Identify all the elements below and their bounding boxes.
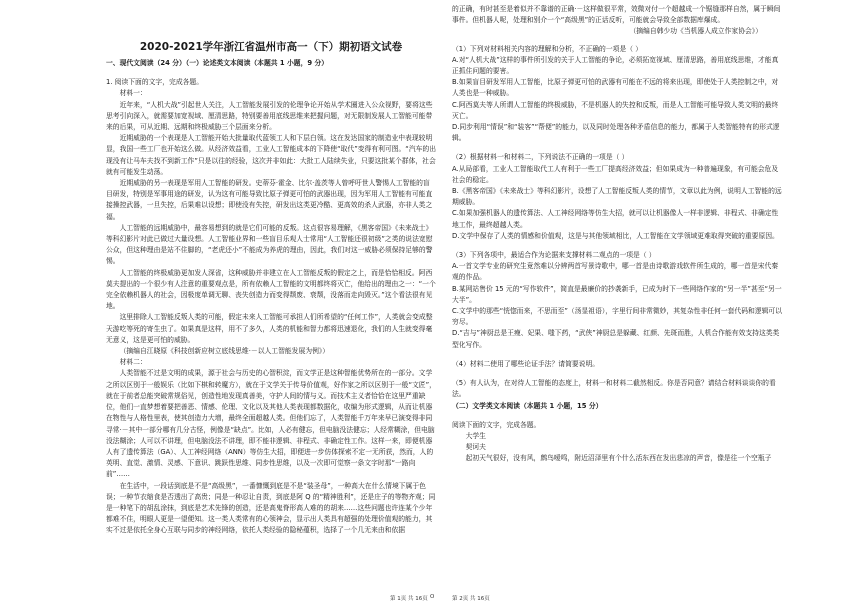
question-3: （3）下列各项中，最适合作为论据来支撑材料二观点的一项是（ ）: [452, 251, 656, 260]
question-1-option-a: A.对“人机大战”这样的事件所引发的关于人工智能的争论，必须拓宽视域、厘清思路，善用底线思维，才能真正抓住问题的要害。: [452, 55, 779, 76]
material-two-continued: 的正确，有时甚至是着似并不靠谱的正确·－这样做很平常，效微对付一个超越成一个锯缝那样自然，属于瞬间事件。但机器人呢，处理和别介一个“高级黑”的正话反听，可能就会导致全部数据库爆成。: [452, 5, 781, 25]
question-3-option-c: C.文学中的那些“恍惚而来，不思而至”（汤显祖语），字里行间非常微妙，其复杂性非任何一套代码和逻辑可以穷尽。: [452, 307, 782, 327]
question-1-option-b: B.如果盲目研发军用人工智能，比原子弹更可怕的武器有可能在不远的将来出现，即使处于人类控制之中，对人类也是一种威胁。: [452, 78, 779, 98]
material-two-label: 材料二：: [119, 358, 147, 367]
material-one-label: 材料一：: [119, 89, 147, 98]
material-one-source: （摘编自江晓原《科技创新应树立底线思维·－以人工智能发展为例》）: [119, 347, 330, 356]
question-5: （5）有人认为，在对待人工智能的态度上，材料一和材料二截然相反。你是否同意？请结合材料谈谈你的看法。: [452, 379, 776, 399]
question-2-option-d: D.文学中保存了人类的情感和价值观，这是与其他领域相比，人工智能在文学领域更难取得突破的重要原因。: [452, 231, 779, 240]
exam-title: 2020-2021学年浙江省温州市高一（下）期初语文试卷: [139, 41, 403, 53]
material-two-paragraph: 在生活中，一段话到底是不是“高级黑”，一番慷慨到底是不是“装圣母”，一种高大在什么情境下属于色误；一种节衣缩食是否透出了高贵；同是一种忍让自责，到底是阿 Q 的“精神胜利”，还是庄子的等物齐观；同是一种笔下的胡乱涂抹，到底是艺术先锋的创造，还是高鬼脊形高人难的的胡来……这些问题也许连某个少年都难不住，明眼人更是一望便知。这一类人类常有的心领神会，显示出人类具有超强的处理价值观的能力，其实不过是依托全身心互联与同步的神经网络，依托人类经验的隐秘蕴积，选择了一个几无来由和依据: [106, 481, 436, 535]
story-paragraph: 起初天气很好，没有风，鹧鸟嗳鸣，附近沼泽里有个什么活东西在发出悲凉的声音，像是往一个空瓶子: [465, 454, 772, 463]
material-two-paragraph: 人类智能不过是文明的成果，源于社会与历史的心智积淀，而文学正是这种智能优势所在的一部分。文学之所以区别于一般娱乐（比如下棋和转魔方），就在于文学关于传导价值观，好作家之所以区别于一般“文匠”，就在于前者总能突破常规俗见，创造性地发现真善美，守护人间的情与义。而技术主义者恰恰在这里严重缺位，他们一直梦想着要把善恶、情感、伦理、文化以及其他人类表现都数据化，收编为形式逻辑，从而让机器在物性与人格性里表，使其创造力大增，最终全面超越人类。但他们忘了，人类智能千万年来早已演变得非同寻常·－其中一部分哪有几分古怪，例像是“缺点”。比如，人必有健忘，但电脑没法健忘；人经常糊涂，但电脑没法糊涂；人可以不讲理，但电脑没法不讲理，即不能非逻辑、非程式、非确定性工作。这样一来，即便机器人有了遗传算法（GA）、人工神经网络（ANN）等仿生大招，即便进一步仿体探索不定一无所获，然而，人的英明、直觉、激情、灵感、下意识、跳跃性思维、同步性思维，以及一次即可觉察一条文字时那“一路向前”……: [106, 369, 436, 479]
material-two-source: （摘编自韩少功《当机器人成立作家协会》）: [629, 27, 762, 36]
material-one-paragraph: 这里排除人工智能反叛人类的可能，假定未来人工智能可承担人们所希望的“任何工作”，人类就会变成整天游吃等死的寄生虫了。如果真是这样，用不了多久，人类的机能和智力都将迅速退化，我们的人生就变得毫无意义，这是更可怕的威胁。: [106, 313, 433, 344]
section-heading: 一、现代文阅读（24 分）（一）论述类文本阅读（本题共 1 小题，9 分）: [106, 59, 329, 67]
question-2-option-a: A.从局部看，工业人工智能取代工人有利于一些工厂提高经济效益；但如果成为一种普遍现象，有可能会危及社会的稳定。: [452, 164, 779, 184]
question-1-option-d: D.同步利用“情误”和“装客”“帮便”的能力，以及同时处理各种矛盾信息的能力，都属于人类智能特有的形式逻辑。: [452, 123, 780, 143]
question-intro: 1. 阅读下面的文字，完成各题。: [106, 78, 204, 87]
page-number-left: 第 1页 共 16页: [390, 596, 428, 602]
question-2: （2）根据材料一和材料二，下列说法不正确的一项是（ ）: [452, 153, 629, 162]
material-one-paragraph: 近年来，“人机大战”引起世人关注，人工智能发展引发的伦理争论开始从学术圈进入公众视野，要将这些思考引向深入，就需要加宽视域、厘清思路，特别要善用底线思维来把握问题，对无限制发展人工智能可能带来的后果，可从近期、远期和终极威胁三个层面来分析。: [106, 100, 433, 132]
question-2-option-b: B.《黑客帝国》《未来战士》等科幻影片，设想了人工智能反叛人类的情节，文章以此为例，说明人工智能的远期威胁。: [452, 187, 782, 207]
story-author: 契诃夫: [465, 443, 486, 452]
question-intro-2: 阅读下面的文字，完成各题。: [452, 420, 541, 429]
question-1-option-c: C.阿西莫夫等人所谓人工智能的终极威胁，不是机器人的失控和反叛，而是人工智能可能导致人类文明的最终灭亡。: [452, 100, 779, 120]
question-4: （4）材料二使用了哪些论证手法？请简要说明。: [452, 359, 600, 368]
story-title: 大学生: [465, 431, 486, 440]
question-1: （1）下列对材料相关内容的理解和分析，不正确的一项是（ ）: [452, 44, 642, 53]
page-number-right: 第 2页 共 16页: [452, 596, 490, 602]
section-two-heading: （二）文学类文本阅读（本题共 1 小题，15 分）: [452, 401, 603, 410]
material-one-paragraph: 人工智能的终极威胁更加发人深省，这种威胁并非建立在人工智能反叛的假定之上，而是恰恰相反。阿西莫夫提出的一个很少有人注意的重要观点是，所有依赖人工智能的文明都终将灭亡，他给出的理由之一：“一个完全依赖机器人的社会，因极度单调无聊、丧失创造力而变得颓废、衰颓，没落而走向毁灭。”这个看法很有见地。: [106, 268, 436, 311]
question-3-option-d: D.“吉与”神厨总是王瘦、妃果、嗤下药，“武侠”神厨总是躲藏、红颜、先斑而胜，人机合作能有效支持这类类型化写作。: [452, 329, 780, 349]
material-one-paragraph: 近期威胁的一个表现是人工智能开始大批量取代蓝领工人和下层白领。这在发达国家的制造业中表现较明显，我国一些工厂也开始这么做。从经济效益看，工业人工智能成本的下降使“取代”变得有利可图。“汽车的出现没有让马车夫找不到新工作”只是以往的经验，这次并非如此：大批工人陆续失业，只要这批某个群体，社会就有可能发生动荡。: [106, 134, 436, 176]
material-one-paragraph: 人工智能的远期威胁中，最容易想到的就是它们可能的反叛。这点很容易理解，《黑客帝国》《未来战士》等科幻影片对此已做过大量设想。人工智能业界和一些盲目乐观人士常用“人工智能还很初级”之类的说法宽慰公众，但这种理由是站不住脚的，“老虎还小”不能成为养虎的理由，因此，我们对这一威胁必须保持足够的警惕。: [106, 223, 433, 266]
left-column: [106, 4, 436, 590]
page-separator: O: [430, 594, 435, 600]
question-2-option-c: C.如果加强机器人的遗传算法、人工神经网络等仿生大招，就可以让机器像人一样非逻辑、非程式、非确定性地工作，最终超越人类。: [452, 209, 779, 229]
question-3-option-b: B.某网站售价 15 元的“写作软件”，简直是最廉价的抄袭新手，已成为时下一些网络作家的“另一半”甚至“另一大半”。: [452, 284, 782, 304]
right-column: [452, 4, 782, 590]
question-3-option-a: A.一首文学专业的研究生竟然难以分辨两首写景诗歌中，哪一首是由诗歌游戏软件所生成的，哪一首是宋代秦观的作品。: [452, 262, 779, 282]
material-one-paragraph: 近期威胁的另一表现是军用人工智能的研发。史蒂芬·霍金、比尔·盖茨等人曾呼吁世人警惕人工智能的盲目研发，特别是军事用途的研发，认为这有可能导致比原子弹更可怕的武器出现，因为军用人工智能有可能直接操控武器，一旦失控，后果难以设想；即使没有失控，研发出这类更冷酷、更高效的杀人武器，亦非人类之福。: [106, 179, 433, 221]
